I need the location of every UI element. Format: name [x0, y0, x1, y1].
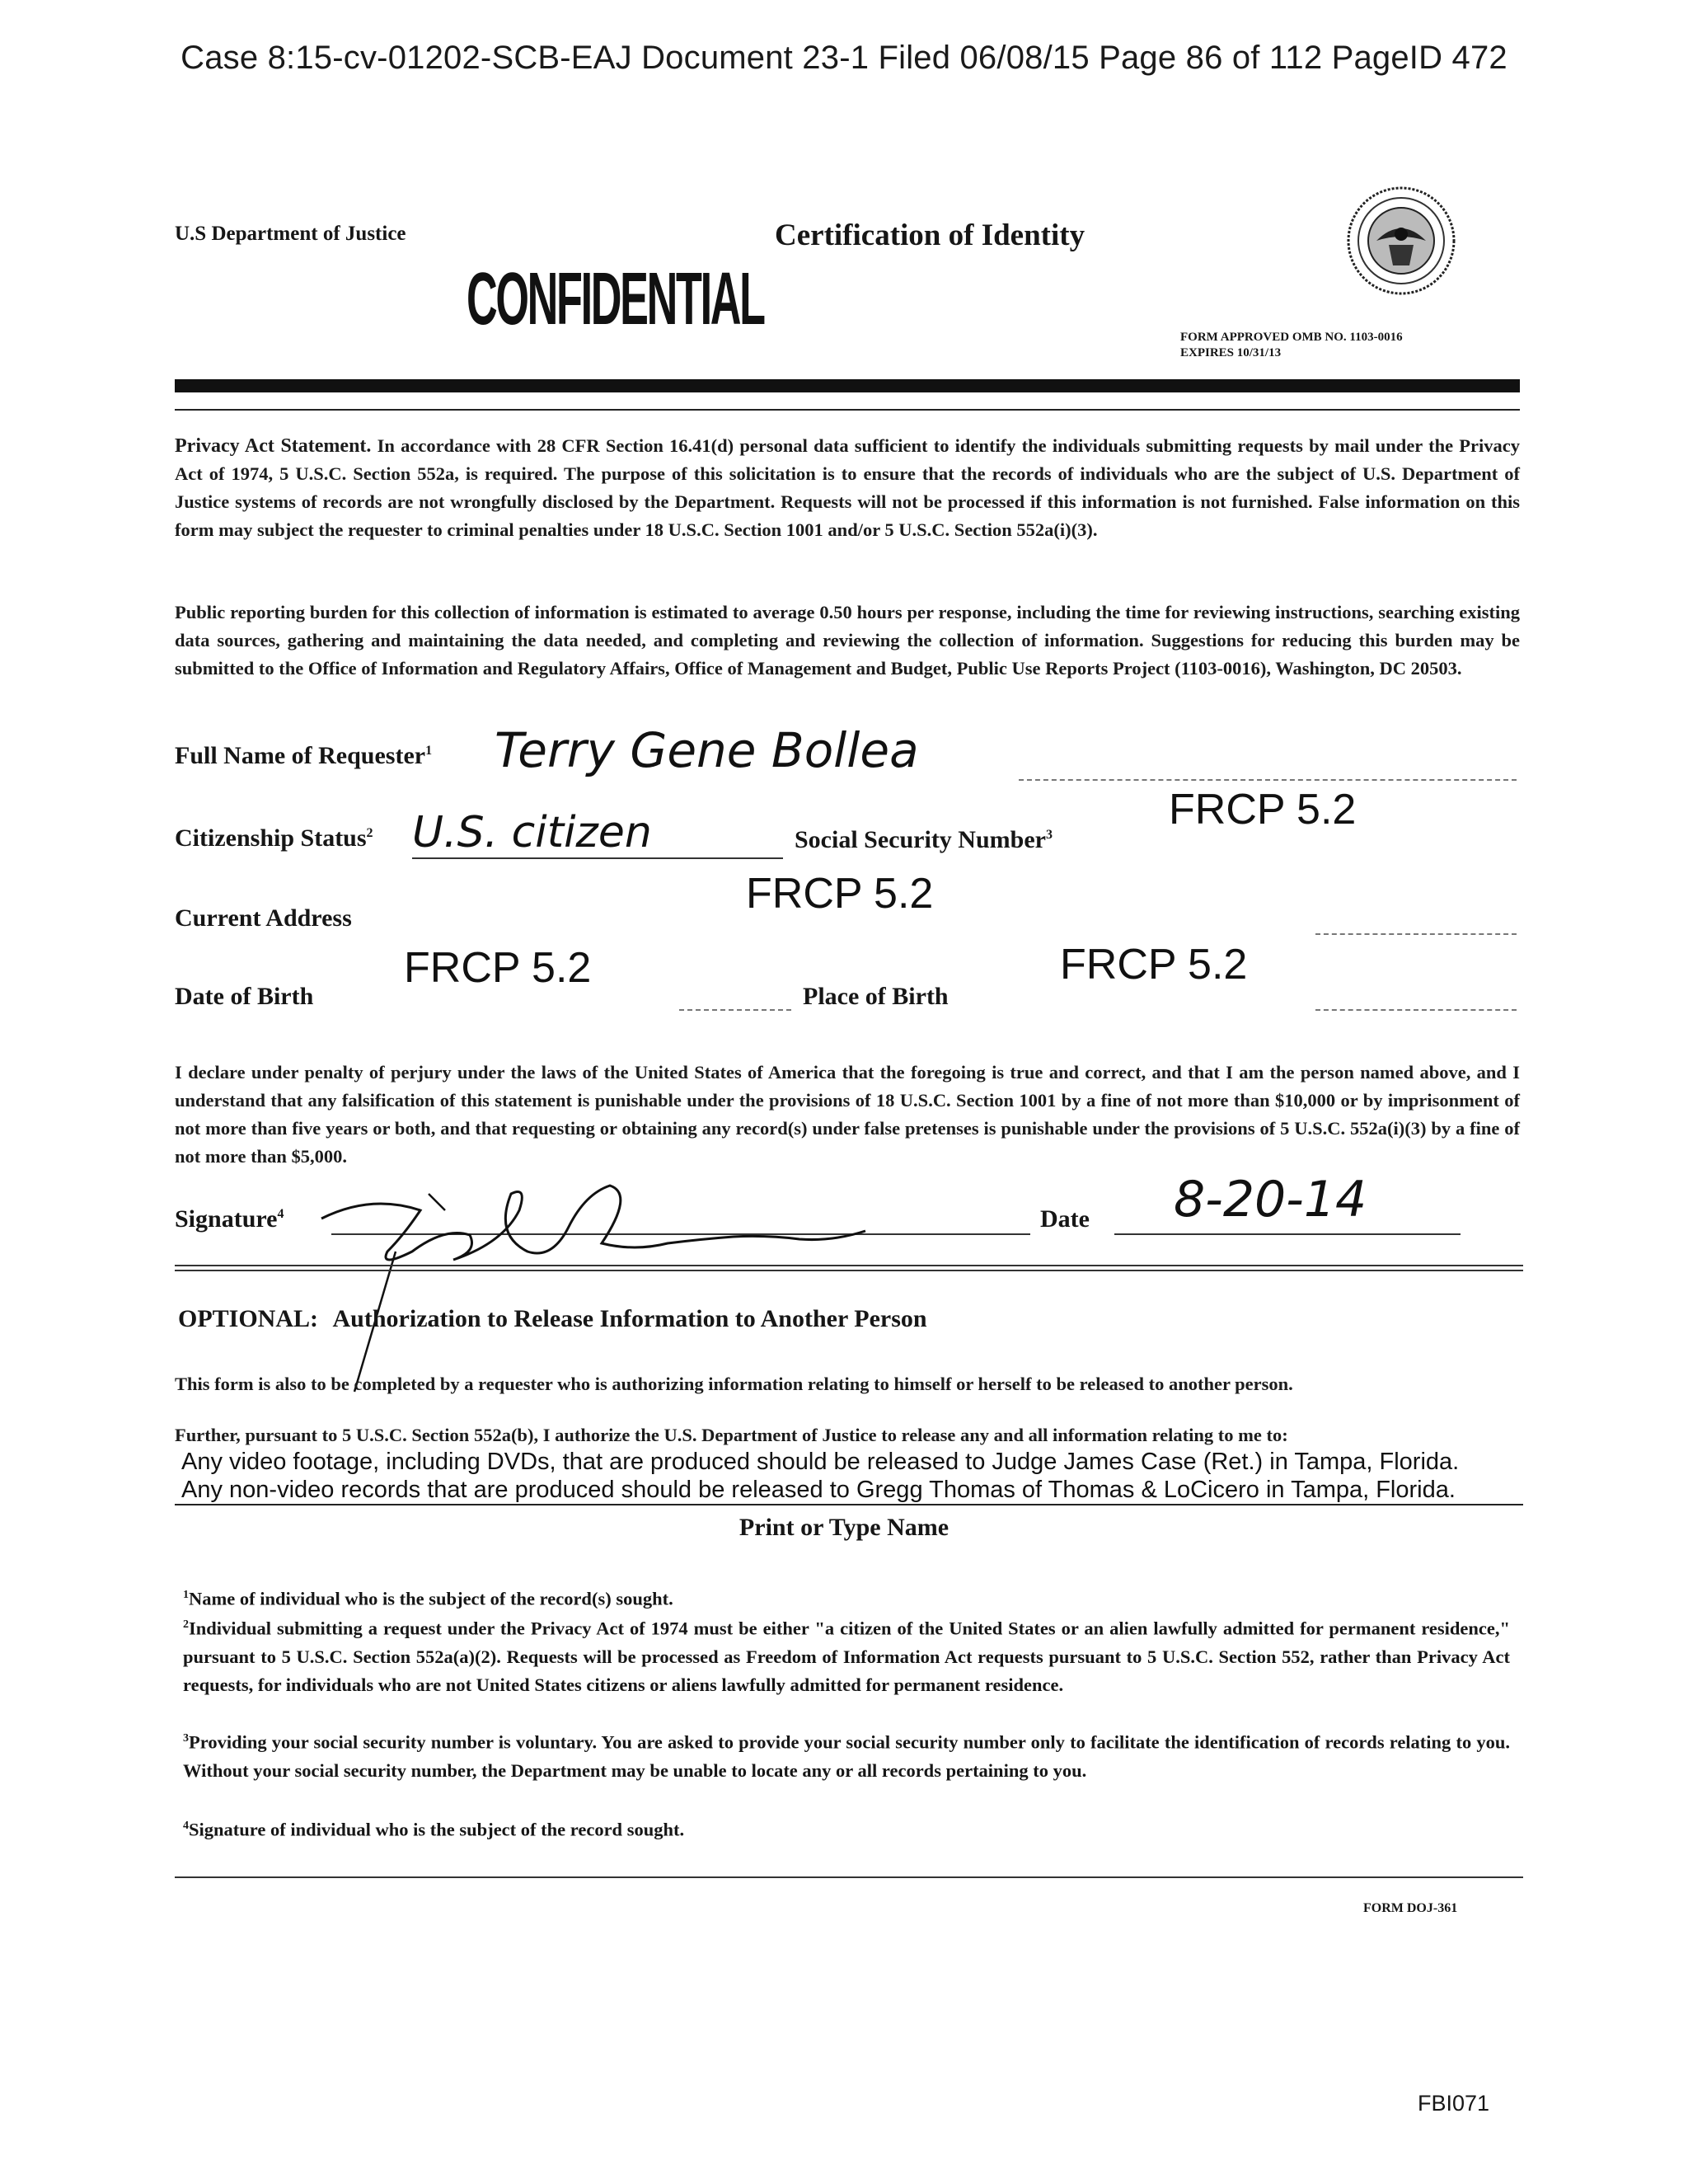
full-name-line [1019, 779, 1517, 781]
confidential-stamp: CONFIDENTIAL [467, 258, 764, 341]
privacy-act-statement [175, 432, 1520, 544]
dob-line [679, 1009, 791, 1011]
omb-number: FORM APPROVED OMB NO. 1103-0016 [1180, 331, 1403, 344]
date-value[interactable]: 8-20-14 [1174, 1171, 1367, 1228]
pob-label: Place of Birth [803, 983, 949, 1010]
form-title: Certification of Identity [775, 218, 1085, 252]
omb-approval [1180, 330, 1403, 361]
optional-text-2: Further, pursuant to 5 U.S.C. Section 552a(b), I authorize the U.S. Department of Justice to release any and all information relating to me to: [175, 1425, 1288, 1445]
address-line [1315, 933, 1517, 935]
header-rule [175, 409, 1520, 411]
ssn-label: Social Security Number$^3$ [795, 826, 1053, 853]
authorization-line-1[interactable]: Any video footage, including DVDs, that are produced should be released to Judge James Case (Ret.) in Tampa, Florida. [181, 1449, 1460, 1475]
form-number: FORM DOJ-361 [1363, 1901, 1458, 1915]
footnote-2: $^2$Individual submitting a request under the Privacy Act of 1974 must be either "a citizen of the United States or an alien lawfully admitted for permanent residence," pursuant to 5 U.S.C. Section 552a(a)(2). Requests will be processed as Freedom of Information Act requests pursuant to 5 U.S.C. Section 552, rather than Privacy Act requests, for individuals who are not United States citizens or aliens lawfully admitted for permanent residence. [183, 1618, 1510, 1695]
omb-expiry: EXPIRES 10/31/13 [1180, 346, 1282, 359]
signature-rule-2 [175, 1270, 1523, 1271]
case-header: Case 8:15-cv-01202-SCB-EAJ Document 23-1 Filed 06/08/15 Page 86 of 112 PageID 472 [181, 40, 1507, 76]
print-name-label: Print or Type Name [738, 1514, 950, 1541]
footnote-4: $^4$Signature of individual who is the subject of the record sought. [183, 1819, 685, 1840]
full-name-value[interactable]: Terry Gene Bollea [495, 722, 919, 778]
optional-heading [178, 1305, 927, 1333]
ssn-redaction: FRCP 5.2 [1169, 786, 1357, 834]
optional-heading-rest: Authorization to Release Information to Another Person [332, 1305, 927, 1332]
header-bar [175, 379, 1520, 392]
privacy-lead: Privacy Act Statement. [175, 435, 372, 457]
address-label: Current Address [175, 904, 352, 932]
agency-name: U.S Department of Justice [175, 223, 406, 245]
dob-redaction: FRCP 5.2 [404, 944, 592, 992]
citizenship-sup: 2 [366, 826, 373, 840]
doj-seal-icon [1343, 183, 1459, 298]
ssn-sup: 3 [1045, 828, 1053, 842]
full-name-sup: 1 [425, 744, 433, 758]
authorization-line-2[interactable]: Any non-video records that are produced should be released to Gregg Thomas of Thomas & LoCicero in Tampa, Florida. [181, 1477, 1456, 1503]
pob-line [1315, 1009, 1517, 1011]
declaration: I declare under penalty of perjury under the laws of the United States of America that the foregoing is true and correct, and that I am the person named above, and I understand that any falsification of this statement is punishable under the provisions of 18 U.S.C. Section 1001 by a fine of not more than $10,000 or by imprisonment of not more than five years or both, and that requesting or obtaining any record(s) under false pretenses is punishable under the provisions of 5 U.S.C. 552a(i)(3) by a fine of not more than $5,000. [175, 1062, 1520, 1167]
optional-heading-lead: OPTIONAL: [178, 1305, 319, 1332]
footnote-1: $^1$Name of individual who is the subject of the record(s) sought. [183, 1588, 673, 1609]
date-label: Date [1040, 1205, 1090, 1233]
public-burden-statement: Public reporting burden for this collection of information is estimated to average 0.50 hours per response, including the time for reviewing instructions, searching existing data sources, gathering and maintaining the data needed, and completing and reviewing the collection of information. Suggestions for reducing this burden may be submitted to the Office of Information and Regulatory Affairs, Office of Management and Budget, Public Use Reports Project (1103-0016), Washington, DC 20503. [175, 602, 1520, 679]
signature-sup: 4 [277, 1207, 284, 1221]
address-redaction: FRCP 5.2 [746, 870, 934, 918]
pob-redaction: FRCP 5.2 [1060, 941, 1248, 989]
print-name-line [175, 1504, 1523, 1505]
citizenship-value[interactable]: U.S. citizen [412, 808, 783, 859]
dob-label: Date of Birth [175, 983, 314, 1010]
privacy-text: In accordance with 28 CFR Section 16.41(d) personal data sufficient to identify the individuals submitting requests by mail under the Privacy Act of 1974, 5 U.S.C. Section 552a, is required. The purpose of this solicitation is to ensure that the records of individuals who are the subject of U.S. Department of Justice systems of records are not wrongfully disclosed by the Department. Requests will not be processed if this information is not furnished. False information on this form may subject the requester to criminal penalties under 18 U.S.C. Section 1001 and/or 5 U.S.C. Section 552a(i)(3). [175, 435, 1520, 540]
date-line [1114, 1233, 1461, 1235]
footnote-3: $^3$Providing your social security number is voluntary. You are asked to provide your social security number only to facilitate the identification of records relating to you. Without your social security number, the Department may be unable to locate any or all records pertaining to you. [183, 1731, 1510, 1781]
citizenship-label: Citizenship Status$^2$ [175, 824, 373, 852]
optional-text-1: This form is also to be completed by a requester who is authorizing information relating to himself or herself to be released to another person. [175, 1374, 1293, 1394]
bottom-rule [175, 1876, 1523, 1878]
signature-rule-1 [175, 1265, 1523, 1266]
bates-number: FBI071 [1418, 2091, 1490, 2116]
full-name-label: Full Name of Requester$^1$ [175, 742, 433, 769]
signature-label: Signature$^4$ [175, 1205, 284, 1233]
